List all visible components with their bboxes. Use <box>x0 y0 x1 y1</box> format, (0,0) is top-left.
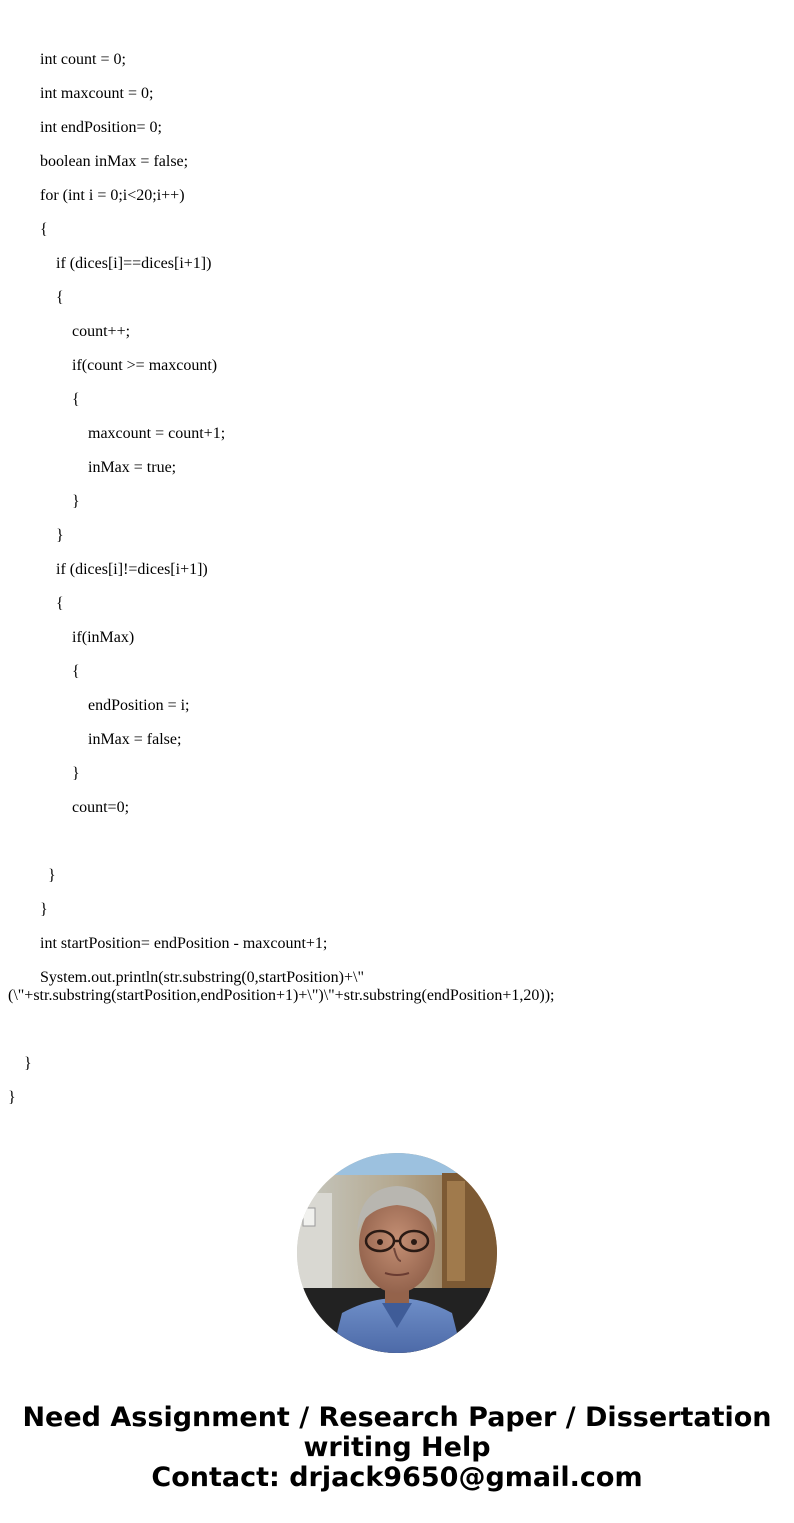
code-line: { <box>56 595 64 612</box>
code-line: } <box>24 1055 32 1072</box>
author-photo <box>297 1153 497 1353</box>
code-line: { <box>72 391 80 408</box>
code-line: } <box>8 1089 16 1106</box>
code-line: } <box>72 493 80 510</box>
code-line: int endPosition= 0; <box>40 119 162 136</box>
code-line: { <box>56 289 64 306</box>
code-line: inMax = true; <box>88 459 177 476</box>
code-line: System.out.println(str.substring(0,startPosition)+\" <box>40 969 365 986</box>
code-line: for (int i = 0;i<20;i++) <box>40 187 185 204</box>
promo-line-1: Need Assignment / Research Paper / Dissertation <box>22 1402 772 1433</box>
code-line: if (dices[i]==dices[i+1]) <box>56 255 212 272</box>
code-line: endPosition = i; <box>88 697 190 714</box>
code-line: count++; <box>72 323 131 340</box>
code-line: if (dices[i]!=dices[i+1]) <box>56 561 208 578</box>
promo-line-2: writing Help <box>303 1432 491 1463</box>
code-line: int count = 0; <box>40 51 126 68</box>
code-line: boolean inMax = false; <box>40 153 189 170</box>
code-line: } <box>56 527 64 544</box>
code-line: inMax = false; <box>88 731 182 748</box>
code-line: { <box>72 663 80 680</box>
code-line: } <box>40 901 48 918</box>
code-line: int maxcount = 0; <box>40 85 154 102</box>
code-line: } <box>72 765 80 782</box>
code-line: } <box>48 867 56 884</box>
code-line: if(inMax) <box>72 629 135 646</box>
code-line: count=0; <box>72 799 130 816</box>
promo-text <box>0 1403 794 1493</box>
code-line: (\"+str.substring(startPosition,endPosition+1)+\")\"+str.substring(endPosition+1,20)); <box>8 987 555 1004</box>
promo-contact: Contact: drjack9650@gmail.com <box>151 1462 643 1493</box>
code-line: int startPosition= endPosition - maxcount+1; <box>40 935 328 952</box>
code-line: maxcount = count+1; <box>88 425 226 442</box>
code-line: { <box>40 221 48 238</box>
code-line: if(count >= maxcount) <box>72 357 218 374</box>
